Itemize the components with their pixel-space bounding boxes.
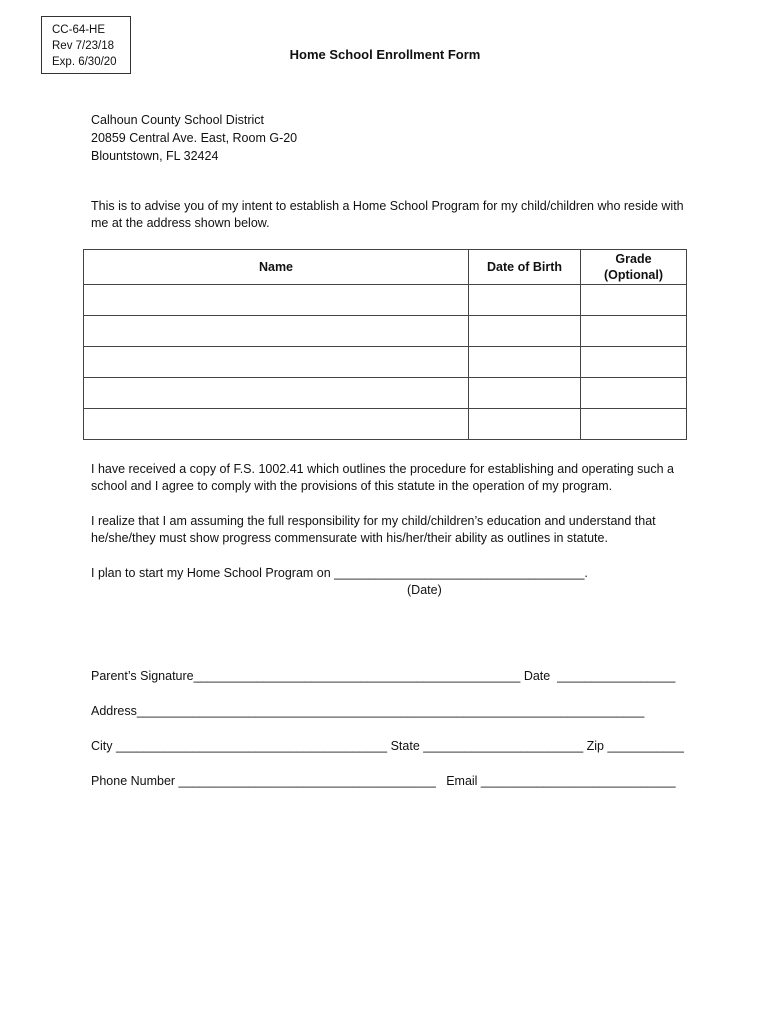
- name-cell[interactable]: [84, 378, 469, 409]
- children-table: [83, 249, 687, 440]
- responsibility-paragraph: I realize that I am assuming the full responsibility for my child/children’s education and understand that he/she/they must show progress commensurate with his/her/their ability as outlines in statute.: [91, 514, 656, 545]
- district-city: Blountstown, FL 32424: [91, 149, 219, 163]
- dob-cell[interactable]: [469, 316, 581, 347]
- district-address: [91, 111, 297, 165]
- table-row: [84, 347, 687, 378]
- form-id-box: [41, 16, 131, 74]
- grade-cell[interactable]: [581, 347, 687, 378]
- grade-cell[interactable]: [581, 316, 687, 347]
- grade-cell[interactable]: [581, 285, 687, 316]
- table-row: [84, 316, 687, 347]
- header-grade: [581, 250, 687, 285]
- table-row: [84, 409, 687, 440]
- form-revision: Rev 7/23/18: [52, 40, 115, 52]
- grade-cell[interactable]: [581, 409, 687, 440]
- dob-cell[interactable]: [469, 285, 581, 316]
- name-cell[interactable]: [84, 285, 469, 316]
- dob-cell[interactable]: [469, 409, 581, 440]
- form-title: Home School Enrollment Form: [289, 47, 481, 62]
- parent-signature-line[interactable]: Parent’s Signature_______________________________________________ Date _________________: [91, 669, 676, 683]
- intent-paragraph: This is to advise you of my intent to establish a Home School Program for my child/children who reside with me at the address shown below.: [91, 199, 684, 230]
- name-cell[interactable]: [84, 409, 469, 440]
- dob-cell[interactable]: [469, 378, 581, 409]
- header-grade-label: Grade (Optional): [603, 252, 663, 282]
- dob-cell[interactable]: [469, 347, 581, 378]
- header-name: Name: [84, 250, 469, 285]
- table-header-row: [84, 250, 687, 285]
- district-name: Calhoun County School District: [91, 113, 264, 127]
- statute-paragraph: I have received a copy of F.S. 1002.41 which outlines the procedure for establishing and operating such a school and I agree to comply with the provisions of this statute in the operation of my program.: [91, 462, 675, 493]
- header-date-of-birth: Date of Birth: [469, 250, 581, 285]
- table-row: [84, 378, 687, 409]
- form-expiration: Exp. 6/30/20: [52, 56, 117, 68]
- start-date-caption: (Date): [407, 583, 442, 597]
- district-street: 20859 Central Ave. East, Room G-20: [91, 131, 298, 145]
- city-state-zip-line[interactable]: City _______________________________________ State _______________________ Zip ___________: [91, 739, 684, 753]
- table-row: [84, 285, 687, 316]
- phone-email-line[interactable]: Phone Number _____________________________________ Email ____________________________: [91, 774, 676, 788]
- name-cell[interactable]: [84, 316, 469, 347]
- name-cell[interactable]: [84, 347, 469, 378]
- address-line[interactable]: Address_________________________________________________________________________: [91, 704, 645, 718]
- form-code: CC-64-HE: [52, 24, 106, 36]
- start-date-line[interactable]: I plan to start my Home School Program on ____________________________________.: [91, 566, 588, 580]
- grade-cell[interactable]: [581, 378, 687, 409]
